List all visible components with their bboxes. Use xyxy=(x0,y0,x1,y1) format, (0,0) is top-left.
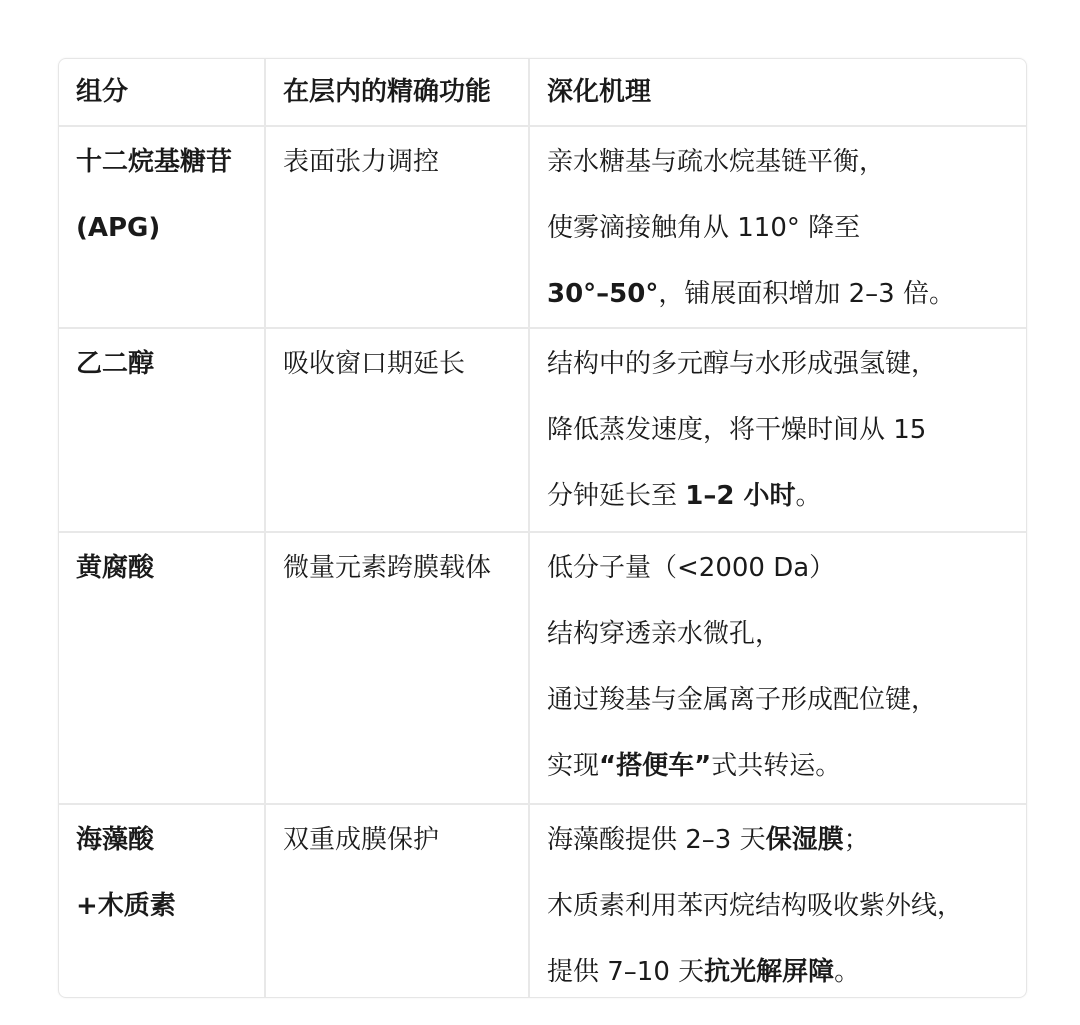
table-row xyxy=(59,532,1026,804)
table-header-row xyxy=(59,59,1026,126)
cell-function xyxy=(265,532,529,804)
emphasis-text: “搭便车” xyxy=(599,751,712,781)
header-mechanism: 深化机理 xyxy=(529,59,1026,126)
function-text: 表面张力调控 xyxy=(283,147,440,177)
function-text: 双重成膜保护 xyxy=(283,825,440,855)
emphasis-text: 保湿膜 xyxy=(765,825,844,855)
mechanism-text: 实现 xyxy=(547,751,600,781)
mechanism-text: 使雾滴接触角从 110° 降至 xyxy=(547,213,861,243)
header-component: 组分 xyxy=(59,59,265,126)
component-line: 乙二醇 xyxy=(76,349,155,379)
mechanism-text: 降低蒸发速度，将干燥时间从 15 xyxy=(547,415,927,445)
mechanism-text: 。 xyxy=(795,481,822,511)
mechanism-text: 木质素利用苯丙烷结构吸收紫外线， xyxy=(547,891,964,921)
emphasis-text: 30°–50° xyxy=(547,279,659,309)
mechanism-text: 低分子量（<2000 Da） xyxy=(547,553,836,583)
cell-component xyxy=(59,328,265,532)
component-line: 海藻酸 xyxy=(76,825,155,855)
mechanism-line xyxy=(547,939,1026,998)
data-table xyxy=(59,59,1026,998)
cell-mechanism xyxy=(529,804,1026,998)
mechanism-line xyxy=(547,807,1026,873)
mechanism-line xyxy=(547,535,1026,601)
mechanism-line xyxy=(547,129,1026,195)
function-text: 吸收窗口期延长 xyxy=(283,349,466,379)
cell-component xyxy=(59,126,265,328)
mechanism-text: 式共转运。 xyxy=(711,751,842,781)
mechanism-line xyxy=(547,873,1026,939)
mechanism-line xyxy=(547,667,1026,733)
mechanism-line xyxy=(547,261,1026,327)
cell-component xyxy=(59,532,265,804)
mechanism-text: ，铺展面积增加 2–3 倍。 xyxy=(658,279,955,309)
mechanism-line xyxy=(547,463,1026,529)
component-line: 黄腐酸 xyxy=(76,553,155,583)
mechanism-text: 分钟延长至 xyxy=(547,481,686,511)
component-line: 十二烷基糖苷 xyxy=(76,147,233,177)
header-function: 在层内的精确功能 xyxy=(265,59,529,126)
mechanism-line xyxy=(547,397,1026,463)
table-row xyxy=(59,126,1026,328)
mechanism-text: 提供 7–10 天 xyxy=(547,957,705,987)
mechanism-text: 结构穿透亲水微孔， xyxy=(547,619,782,649)
mechanism-text: 。 xyxy=(834,957,861,987)
mechanism-text: ； xyxy=(843,825,870,855)
component-line: +木质素 xyxy=(76,891,176,921)
cell-mechanism xyxy=(529,126,1026,328)
mechanism-line xyxy=(547,601,1026,667)
data-table-container xyxy=(58,58,1027,998)
emphasis-text: 1–2 小时 xyxy=(685,481,796,511)
mechanism-text: 亲水糖基与疏水烷基链平衡， xyxy=(547,147,886,177)
mechanism-text: 海藻酸提供 2–3 天 xyxy=(547,825,766,855)
cell-component xyxy=(59,804,265,998)
emphasis-text: 抗光解屏障 xyxy=(704,957,835,987)
mechanism-line xyxy=(547,733,1026,799)
cell-function xyxy=(265,126,529,328)
table-row xyxy=(59,804,1026,998)
function-text: 微量元素跨膜载体 xyxy=(283,553,492,583)
cell-mechanism xyxy=(529,328,1026,532)
mechanism-text: 结构中的多元醇与水形成强氢键， xyxy=(547,349,938,379)
component-line: (APG) xyxy=(76,213,161,243)
cell-function xyxy=(265,804,529,998)
cell-mechanism xyxy=(529,532,1026,804)
mechanism-text: 通过羧基与金属离子形成配位键， xyxy=(547,685,938,715)
mechanism-line xyxy=(547,195,1026,261)
cell-function xyxy=(265,328,529,532)
table-row xyxy=(59,328,1026,532)
mechanism-line xyxy=(547,331,1026,397)
